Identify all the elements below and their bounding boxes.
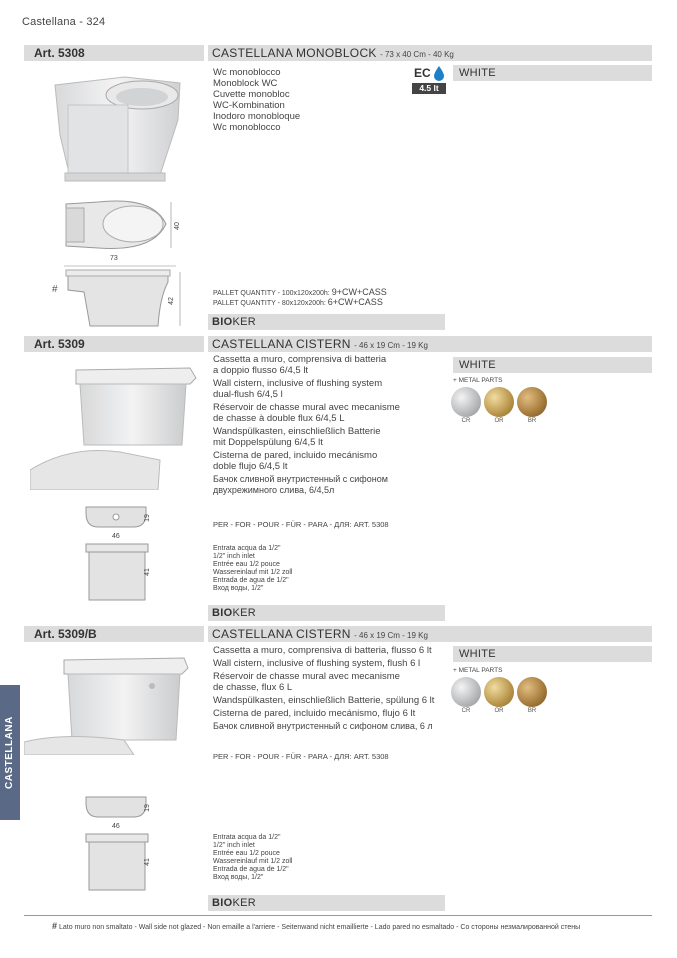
desc-de-2: mit Doppelspülung 6/4,5 lt [213,437,323,448]
desc-en: Wall cistern, inclusive of flushing system, flush 6 l [213,658,421,669]
footer-mark: # [52,921,58,931]
desc-it-1: Cassetta a muro, comprensiva di batteria [213,354,387,365]
metal-parts-label: + METAL PARTS [453,377,503,384]
inlet-es: Entrada de agua de 1/2" [213,866,289,873]
inlet-de: Wassereinlauf mit 1/2 zoll [213,569,293,576]
description-list [213,67,300,133]
desc-ru: Бачок сливной внутристенный с сифоном слива, 6 л [213,721,433,731]
desc-ru-1: Бачок сливной внутристенный с сифоном [213,474,388,484]
swatch-label: CR [461,418,471,424]
eco-label: EC [414,66,431,80]
desc-es: Cisterna de pared, incluido mecánismo, flujo 6 lt [213,708,416,719]
footer-divider [24,915,652,916]
article-number: Art. 5309 [24,336,204,352]
desc-fr: Cuvette monobloc [213,89,290,100]
eco-volume: 4.5 lt [412,83,446,94]
desc-en-2: dual-flush 6/4,5 l [213,389,283,400]
desc-it: Wc monoblocco [213,67,281,78]
width-label: 46 [112,533,120,540]
cistern-image [30,360,200,490]
article-number: Art. 5308 [24,45,204,61]
desc-es-2: doble flujo 6/4,5 lt [213,461,288,472]
description-list [213,645,434,732]
footer-note [52,921,580,931]
width-label: 73 [110,255,118,262]
brand-bioker [208,605,445,621]
product-title: CASTELLANA MONOBLOCK [212,46,377,60]
depth-label: 40 [173,222,181,230]
brand-bioker [208,895,445,911]
cistern-b-image [24,650,194,755]
depth-label: 19 [143,804,151,812]
brand-bold: BIO [212,316,233,328]
inlet-it: Entrata acqua da 1/2" [213,834,281,841]
inlet-list [213,834,293,882]
inlet-fr: Entrée eau 1/2 pouce [213,561,280,568]
color-white[interactable]: WHITE [453,357,652,373]
desc-fr-2: de chasse à double flux 6/4,5 L [213,413,345,424]
brand-rest: KER [232,316,256,328]
inlet-ru: Вход воды, 1/2" [213,874,264,881]
product-dims: - 46 x 19 Cm - 19 Kg [354,631,428,640]
page-header: Castellana - 324 [22,16,106,28]
brand-bold: BIO [212,607,233,619]
inlet-de: Wassereinlauf mit 1/2 zoll [213,858,293,865]
compatibility-note: PER - FOR - POUR - FÜR - PARA - ДЛЯ: ART. 5308 [213,752,389,761]
desc-fr-2: de chasse, flux 6 L [213,682,293,693]
inlet-ru: Вход воды, 1/2" [213,585,264,592]
pallet-value: 6+CW+CASS [327,297,383,307]
height-label: 41 [143,568,151,576]
swatch-bronze[interactable] [517,677,547,707]
desc-en: Monoblock WC [213,78,278,89]
pallet-label: PALLET QUANTITY - 100x120x200h: [213,290,330,297]
brand-rest: KER [232,607,256,619]
inlet-list [213,545,293,593]
water-drop-icon [432,65,446,81]
desc-de: Wandspülkasten, einschließlich Batterie, spülung 6 lt [213,695,435,706]
swatch-bronze[interactable] [517,387,547,417]
article-number: Art. 5309/B [24,626,204,642]
compatibility-note: PER - FOR - POUR - FÜR - PARA - ДЛЯ: ART. 5308 [213,520,389,529]
side-tab-castellana[interactable]: CASTELLANA [0,685,20,820]
inlet-en: 1/2" inch inlet [213,553,255,560]
inlet-fr: Entrée eau 1/2 pouce [213,850,280,857]
desc-ru-2: двухрежимного слива, 6/4,5л [213,485,335,495]
product-dims: - 46 x 19 Cm - 19 Kg [354,341,428,350]
width-label: 46 [112,823,120,830]
wc-monoblock-image [30,65,190,190]
footer-text: Lato muro non smaltato - Wall side not glazed - Non emaille a l'arriere - Seitenwand nicht emaillierte - Lado pared no esmaltado - Со стороны незмалированной стены [58,924,581,931]
swatch-label: BR [527,418,537,424]
color-white[interactable]: WHITE [453,65,652,81]
desc-it: Cassetta a muro, comprensiva di batteria, flusso 6 lt [213,645,432,656]
brand-rest: KER [232,897,256,909]
product-title-bar [208,626,652,642]
swatch-gold[interactable] [484,387,514,417]
desc-es: Inodoro monobloque [213,111,301,122]
product-title: CASTELLANA CISTERN [212,627,351,641]
height-label: 41 [143,858,151,866]
desc-en-1: Wall cistern, inclusive of flushing system [213,378,383,389]
height-label: 42 [167,297,175,305]
glaze-mark: # [52,284,58,295]
swatch-chrome[interactable] [451,677,481,707]
product-title-bar [208,45,652,61]
inlet-es: Entrada de agua de 1/2" [213,577,289,584]
depth-label: 19 [143,514,151,522]
swatch-gold[interactable] [484,677,514,707]
desc-de: WC-Kombination [213,100,285,111]
description-list [213,354,400,498]
top-view-drawing [58,196,188,261]
desc-ru: Wc monoblocco [213,122,281,133]
swatch-label: CR [461,708,471,714]
pallet-line-2 [213,298,383,308]
desc-fr-1: Réservoir de chasse mural avec mecanisme [213,671,400,682]
desc-de-1: Wandspülkasten, einschließlich Batterie [213,426,381,437]
desc-fr-1: Réservoir de chasse mural avec mecanisme [213,402,400,413]
swatch-label: OR [494,708,504,714]
product-title-bar [208,336,652,352]
eco-badge [412,66,446,96]
product-title: CASTELLANA CISTERN [212,337,351,351]
inlet-en: 1/2" inch inlet [213,842,255,849]
desc-es-1: Cisterna de pared, incluido mecánismo [213,450,378,461]
brand-bold: BIO [212,897,233,909]
desc-it-2: a doppio flusso 6/4,5 lt [213,365,309,376]
swatch-label: OR [494,418,504,424]
pallet-label: PALLET QUANTITY - 80x120x200h: [213,300,326,307]
metal-parts-label: + METAL PARTS [453,667,503,674]
color-white[interactable]: WHITE [453,646,652,662]
product-dims: - 73 x 40 Cm - 40 Kg [380,50,454,59]
swatch-label: BR [527,708,537,714]
inlet-it: Entrata acqua da 1/2" [213,545,281,552]
swatch-chrome[interactable] [451,387,481,417]
pallet-value: 9+CW+CASS [331,287,387,297]
brand-bioker [208,314,445,330]
